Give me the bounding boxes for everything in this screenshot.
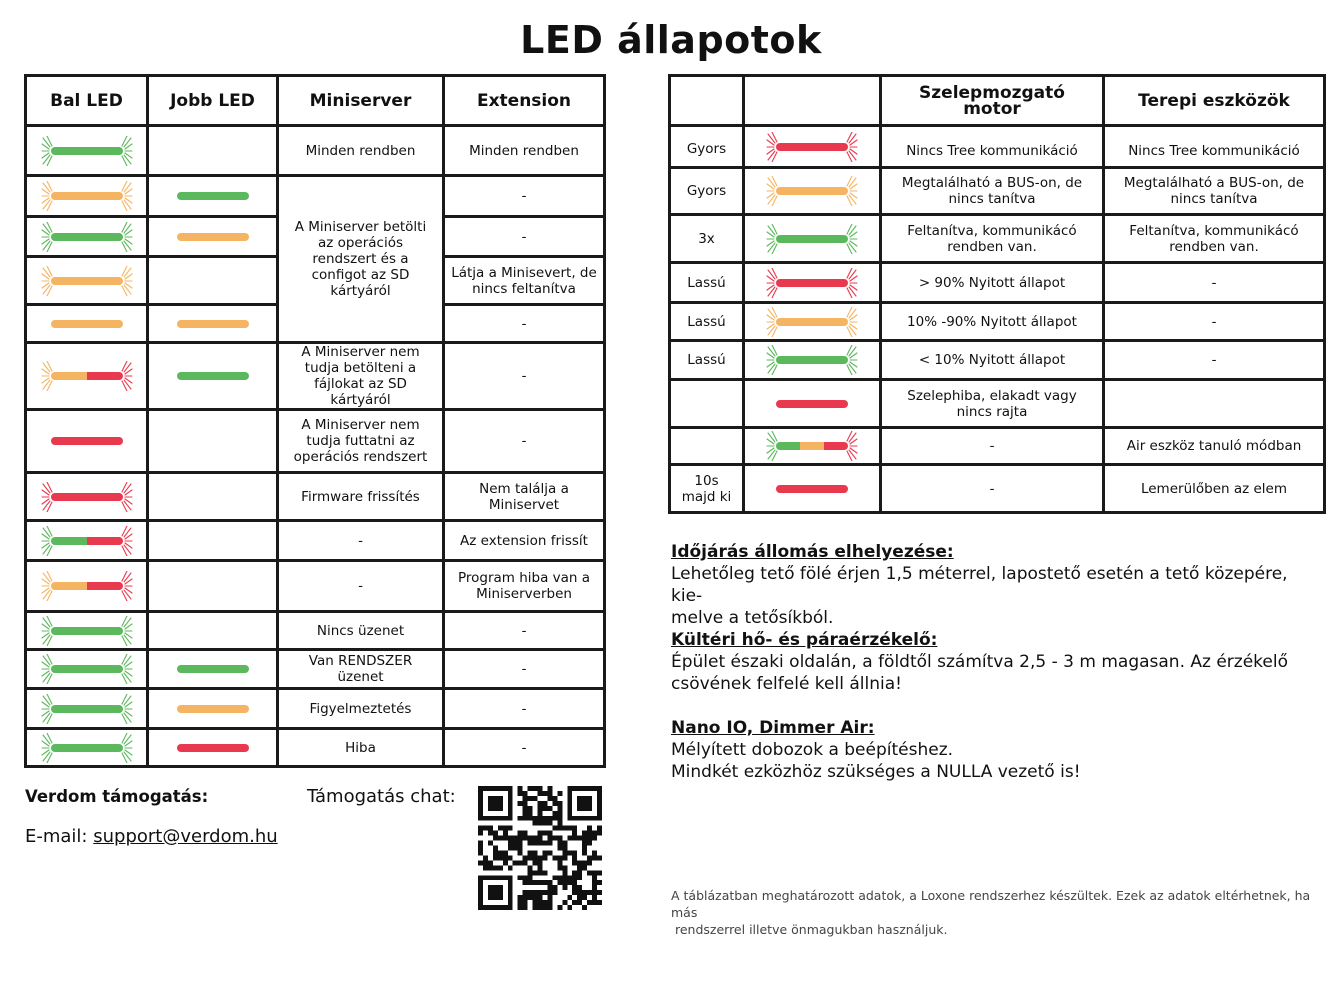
led-bar (177, 705, 249, 713)
led-segment (177, 372, 249, 380)
note-line: Mindkét ezközhöz szükséges a NULLA vezető is! (671, 762, 1081, 782)
led-bar (776, 187, 848, 195)
table-row (670, 380, 1325, 428)
speed-cell: 10s majd ki (670, 465, 744, 513)
nano-io-note (671, 717, 1311, 783)
led-segment (51, 705, 123, 713)
extension-cell: Látja a Minisevert, de nincs feltanítva (444, 257, 605, 305)
extension-cell: - (444, 410, 605, 473)
speed-cell (670, 428, 744, 465)
led-indicator (766, 474, 858, 504)
led-segment (51, 582, 87, 590)
blink-rays-icon (41, 654, 55, 684)
led-segment (177, 233, 249, 241)
table-row (26, 729, 605, 767)
motor-cell: - (881, 428, 1104, 465)
extension-cell: Minden rendben (444, 126, 605, 176)
led-indicator (766, 176, 858, 206)
blink-rays-icon (119, 181, 133, 211)
led-indicator (167, 733, 259, 763)
motor-cell: Megtalálható a BUS-on, de nincs tanítva (881, 168, 1104, 215)
led-bar (51, 705, 123, 713)
led-bar (51, 582, 123, 590)
led-indicator (766, 132, 858, 162)
led-segment (776, 143, 848, 151)
led-indicator (41, 266, 133, 296)
led-segment (776, 187, 848, 195)
table-row (26, 473, 605, 521)
led-bar (776, 279, 848, 287)
blink-rays-icon (766, 132, 780, 162)
table-row (26, 612, 605, 650)
led-cell (26, 305, 148, 343)
blink-rays-icon (41, 222, 55, 252)
table-row (26, 126, 605, 176)
blink-rays-icon (119, 266, 133, 296)
miniserver-cell: Figyelmeztetés (278, 689, 444, 729)
led-cell (26, 126, 148, 176)
blink-rays-icon (41, 733, 55, 763)
miniserver-cell: - (278, 561, 444, 612)
table-row (670, 465, 1325, 513)
led-cell (744, 303, 881, 341)
table-row (670, 126, 1325, 168)
table-row (26, 650, 605, 689)
led-indicator (167, 361, 259, 391)
led-segment (51, 233, 123, 241)
blink-rays-icon (844, 132, 858, 162)
motor-cell: 10% -90% Nyitott állapot (881, 303, 1104, 341)
qr-code-icon[interactable] (478, 786, 602, 910)
note-heading: Nano IO, Dimmer Air: (671, 718, 875, 738)
table-row (26, 561, 605, 612)
blink-rays-icon (41, 361, 55, 391)
led-bar (776, 235, 848, 243)
miniserver-cell: A Miniserver nem tudja betölteni a fájlokat az SD kártyáról (278, 343, 444, 410)
led-cell (148, 521, 278, 561)
led-cell (148, 689, 278, 729)
led-cell (148, 729, 278, 767)
led-bar (177, 320, 249, 328)
blink-rays-icon (119, 526, 133, 556)
led-indicator (41, 426, 133, 456)
led-bar (51, 437, 123, 445)
led-indicator (167, 309, 259, 339)
led-indicator (167, 694, 259, 724)
miniserver-cell: A Miniserver nem tudja futtatni az operációs rendszert (278, 410, 444, 473)
led-segment (776, 279, 848, 287)
led-indicator (41, 654, 133, 684)
extension-cell: Program hiba van a Miniserverben (444, 561, 605, 612)
led-segment (51, 320, 123, 328)
led-cell (26, 217, 148, 257)
led-bar (51, 233, 123, 241)
footnote (671, 887, 1331, 938)
led-cell (26, 612, 148, 650)
motor-cell: > 90% Nyitott állapot (881, 263, 1104, 303)
led-cell (148, 126, 278, 176)
led-bar (776, 442, 848, 450)
header-empty (670, 76, 744, 126)
led-indicator (766, 345, 858, 375)
led-segment (51, 627, 123, 635)
led-segment (51, 665, 123, 673)
led-segment (800, 442, 824, 450)
blink-rays-icon (41, 181, 55, 211)
note-line: Lehetőleg tető fölé érjen 1,5 méterrel, lapostető esetén a tető közepére, kie- (671, 564, 1288, 606)
extension-cell: - (444, 176, 605, 217)
led-bar (776, 143, 848, 151)
table-row (670, 215, 1325, 263)
extension-cell: - (444, 305, 605, 343)
motor-cell: < 10% Nyitott állapot (881, 341, 1104, 380)
led-bar (776, 400, 848, 408)
miniserver-cell: - (278, 521, 444, 561)
led-indicator (41, 222, 133, 252)
led-indicator (41, 733, 133, 763)
led-segment (177, 705, 249, 713)
led-cell (26, 343, 148, 410)
led-indicator (41, 694, 133, 724)
blink-rays-icon (119, 654, 133, 684)
terepi-cell: Air eszköz tanuló módban (1104, 428, 1325, 465)
extension-cell: - (444, 217, 605, 257)
led-cell (26, 689, 148, 729)
led-cell (148, 343, 278, 410)
led-segment (776, 485, 848, 493)
terepi-cell: Megtalálható a BUS-on, de nincs tanítva (1104, 168, 1325, 215)
led-bar (51, 192, 123, 200)
speed-cell: 3x (670, 215, 744, 263)
led-segment (776, 235, 848, 243)
led-bar (51, 665, 123, 673)
terepi-cell: - (1104, 263, 1325, 303)
extension-cell: - (444, 729, 605, 767)
led-cell (148, 217, 278, 257)
led-segment (51, 372, 87, 380)
led-cell (744, 215, 881, 263)
blink-rays-icon (844, 268, 858, 298)
terepi-cell: Nincs Tree kommunikáció (1104, 126, 1325, 168)
motor-cell: Szelephiba, elakadt vagy nincs rajta (881, 380, 1104, 428)
footnote-line: A táblázatban meghatározott adatok, a Loxone rendszerhez készültek. Ezek az adatok eltérhetnek, ha más (671, 888, 1311, 920)
led-bar (51, 627, 123, 635)
blink-rays-icon (41, 694, 55, 724)
led-segment (177, 744, 249, 752)
led-bar (776, 485, 848, 493)
chat-label: Támogatás chat: (307, 786, 456, 807)
led-cell (744, 428, 881, 465)
led-segment (51, 277, 123, 285)
led-bar (51, 320, 123, 328)
speed-cell (670, 380, 744, 428)
led-cell (744, 465, 881, 513)
led-cell (26, 410, 148, 473)
table-row (26, 176, 605, 217)
blink-rays-icon (766, 307, 780, 337)
led-bar (51, 744, 123, 752)
led-cell (148, 410, 278, 473)
miniserver-cell: Firmware frissítés (278, 473, 444, 521)
email-prefix: E-mail: (25, 826, 94, 847)
blink-rays-icon (844, 307, 858, 337)
table-row (26, 410, 605, 473)
led-cell (26, 257, 148, 305)
led-indicator (167, 181, 259, 211)
blink-rays-icon (844, 176, 858, 206)
led-segment (776, 356, 848, 364)
led-indicator (766, 389, 858, 419)
motor-cell: Feltanítva, kommunikácó rendben van. (881, 215, 1104, 263)
motor-cell: - (881, 465, 1104, 513)
speed-cell: Gyors (670, 168, 744, 215)
blink-rays-icon (119, 694, 133, 724)
blink-rays-icon (119, 222, 133, 252)
led-indicator (766, 224, 858, 254)
table-row (670, 428, 1325, 465)
led-cell (744, 263, 881, 303)
led-bar (51, 537, 123, 545)
led-indicator (41, 181, 133, 211)
led-segment (51, 744, 123, 752)
header-szelepmozgato: Szelepmozgató motor (881, 76, 1104, 126)
speed-cell: Lassú (670, 341, 744, 380)
table-row (670, 168, 1325, 215)
motor-cell: Nincs Tree kommunikáció (881, 126, 1104, 168)
outdoor-sensor-note (671, 629, 1311, 695)
blink-rays-icon (844, 224, 858, 254)
terepi-cell (1104, 380, 1325, 428)
note-line: csövének felfelé kell állnia! (671, 674, 902, 694)
blink-rays-icon (119, 361, 133, 391)
blink-rays-icon (119, 616, 133, 646)
blink-rays-icon (119, 571, 133, 601)
header-jobb-led: Jobb LED (148, 76, 278, 126)
led-segment (177, 665, 249, 673)
table-row (26, 689, 605, 729)
led-cell (26, 561, 148, 612)
blink-rays-icon (766, 224, 780, 254)
blink-rays-icon (41, 616, 55, 646)
blink-rays-icon (41, 571, 55, 601)
led-indicator (41, 361, 133, 391)
led-segment (51, 493, 123, 501)
header-empty (744, 76, 881, 126)
led-cell (26, 729, 148, 767)
led-cell (148, 473, 278, 521)
blink-rays-icon (41, 136, 55, 166)
led-bar (177, 372, 249, 380)
led-segment (51, 437, 123, 445)
left-led-table (24, 74, 606, 768)
table-row (670, 341, 1325, 380)
blink-rays-icon (41, 526, 55, 556)
miniserver-cell: Minden rendben (278, 126, 444, 176)
led-cell (148, 561, 278, 612)
table-row (26, 343, 605, 410)
table-row (670, 263, 1325, 303)
led-indicator (766, 431, 858, 461)
extension-cell: - (444, 650, 605, 689)
blink-rays-icon (766, 268, 780, 298)
blink-rays-icon (844, 431, 858, 461)
led-bar (776, 318, 848, 326)
led-bar (177, 744, 249, 752)
extension-cell: - (444, 343, 605, 410)
note-line: Mélyített dobozok a beépítéshez. (671, 740, 954, 760)
blink-rays-icon (41, 482, 55, 512)
miniserver-cell: A Miniserver betölti az operációs rendszert és a configot az SD kártyáról (278, 176, 444, 343)
extension-cell: - (444, 612, 605, 650)
led-indicator (766, 307, 858, 337)
extension-cell: - (444, 689, 605, 729)
led-indicator (41, 136, 133, 166)
led-cell (148, 257, 278, 305)
support-label: Verdom támogatás: (25, 787, 209, 806)
blink-rays-icon (844, 345, 858, 375)
led-segment (51, 537, 87, 545)
led-segment (51, 147, 123, 155)
blink-rays-icon (766, 345, 780, 375)
blink-rays-icon (41, 266, 55, 296)
blink-rays-icon (119, 482, 133, 512)
led-cell (744, 341, 881, 380)
support-email-link[interactable]: support@verdom.hu (93, 826, 278, 847)
led-bar (776, 356, 848, 364)
led-indicator (167, 654, 259, 684)
note-line: melve a tetősíkból. (671, 608, 834, 628)
miniserver-cell: Hiba (278, 729, 444, 767)
note-heading: Kültéri hő- és páraérzékelő: (671, 630, 938, 650)
led-segment (776, 400, 848, 408)
led-indicator (41, 526, 133, 556)
speed-cell: Lassú (670, 263, 744, 303)
led-cell (26, 176, 148, 217)
table-row (26, 521, 605, 561)
led-indicator (41, 482, 133, 512)
led-indicator (41, 616, 133, 646)
led-cell (148, 305, 278, 343)
led-cell (148, 612, 278, 650)
led-segment (51, 192, 123, 200)
led-segment (87, 372, 123, 380)
led-bar (51, 493, 123, 501)
miniserver-cell: Van RENDSZER üzenet (278, 650, 444, 689)
led-indicator (766, 268, 858, 298)
blink-rays-icon (119, 136, 133, 166)
led-segment (776, 318, 848, 326)
led-cell (26, 521, 148, 561)
led-bar (177, 192, 249, 200)
speed-cell: Gyors (670, 126, 744, 168)
led-segment (177, 192, 249, 200)
led-cell (26, 473, 148, 521)
page-title: LED állapotok (520, 18, 822, 62)
led-indicator (41, 571, 133, 601)
led-indicator (41, 309, 133, 339)
terepi-cell: - (1104, 341, 1325, 380)
led-bar (177, 665, 249, 673)
terepi-cell: - (1104, 303, 1325, 341)
led-cell (26, 650, 148, 689)
led-bar (177, 233, 249, 241)
led-bar (51, 372, 123, 380)
extension-cell: Az extension frissít (444, 521, 605, 561)
header-miniserver: Miniserver (278, 76, 444, 126)
table-row (670, 303, 1325, 341)
footnote-line: rendszerrel illetve önmagukban használjuk. (671, 922, 948, 937)
led-cell (744, 168, 881, 215)
led-cell (148, 176, 278, 217)
weather-station-note (671, 541, 1311, 629)
email-row (25, 826, 278, 847)
led-segment (87, 537, 123, 545)
terepi-cell: Lemerülőben az elem (1104, 465, 1325, 513)
led-bar (51, 147, 123, 155)
led-bar (51, 277, 123, 285)
led-segment (177, 320, 249, 328)
header-extension: Extension (444, 76, 605, 126)
led-cell (744, 126, 881, 168)
blink-rays-icon (766, 431, 780, 461)
led-indicator (167, 222, 259, 252)
led-cell (148, 650, 278, 689)
led-cell (744, 380, 881, 428)
led-segment (87, 582, 123, 590)
blink-rays-icon (119, 733, 133, 763)
blink-rays-icon (766, 176, 780, 206)
extension-cell: Nem találja a Miniservet (444, 473, 605, 521)
speed-cell: Lassú (670, 303, 744, 341)
header-bal-led: Bal LED (26, 76, 148, 126)
terepi-cell: Feltanítva, kommunikácó rendben van. (1104, 215, 1325, 263)
header-terepi: Terepi eszközök (1104, 76, 1325, 126)
note-line: Épület északi oldalán, a földtől számítva 2,5 - 3 m magasan. Az érzékelő (671, 652, 1288, 672)
miniserver-cell: Nincs üzenet (278, 612, 444, 650)
right-led-table (668, 74, 1326, 514)
note-heading: Időjárás állomás elhelyezése: (671, 542, 954, 562)
